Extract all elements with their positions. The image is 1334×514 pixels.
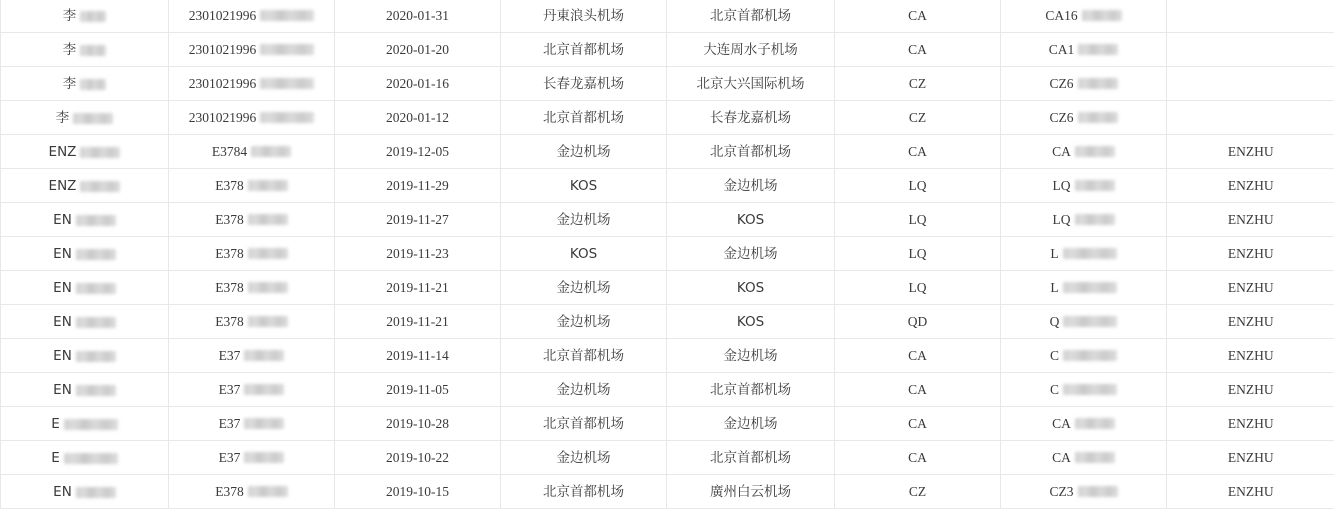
cell-airline-code-text: CA	[908, 143, 927, 159]
redacted-block	[248, 214, 288, 225]
cell-document-id	[169, 101, 335, 135]
cell-date	[335, 203, 501, 237]
cell-arrival-airport	[667, 101, 835, 135]
cell-airline-code-text: CA	[908, 41, 927, 57]
redacted-block	[76, 487, 116, 498]
table-row[interactable]	[1, 101, 1334, 135]
cell-departure-airport-text: 北京首都机场	[543, 109, 624, 126]
cell-passenger-name-text: ENZ	[48, 177, 77, 194]
cell-airline-code	[835, 339, 1001, 373]
cell-tag	[1167, 169, 1334, 203]
cell-tag-text: ENZHU	[1227, 415, 1274, 431]
redacted-block	[1078, 112, 1118, 123]
cell-flight-number-text: LQ	[1052, 211, 1071, 227]
cell-arrival-airport	[667, 271, 835, 305]
cell-airline-code-text: CA	[908, 381, 927, 397]
cell-date-text: 2019-11-29	[386, 177, 449, 193]
cell-date	[335, 237, 501, 271]
cell-airline-code	[835, 441, 1001, 475]
cell-arrival-airport-text: KOS	[736, 313, 765, 330]
cell-passenger-name-text: EN	[53, 483, 72, 500]
cell-airline-code	[835, 237, 1001, 271]
redacted-block	[248, 282, 288, 293]
cell-date	[335, 271, 501, 305]
cell-departure-airport	[501, 305, 667, 339]
cell-airline-code	[835, 271, 1001, 305]
cell-departure-airport-text: 北京首都机场	[543, 483, 624, 500]
cell-passenger-name	[1, 135, 169, 169]
redacted-block	[244, 350, 284, 361]
redacted-block	[73, 113, 113, 124]
cell-date	[335, 135, 501, 169]
redacted-block	[1063, 316, 1117, 327]
cell-flight-number-text: CZ6	[1049, 109, 1074, 125]
cell-airline-code-text: CZ	[908, 109, 927, 125]
redacted-block	[1075, 146, 1115, 157]
cell-date	[335, 407, 501, 441]
cell-document-id-text: E378	[215, 211, 244, 227]
cell-passenger-name-text: EN	[53, 381, 72, 398]
cell-arrival-airport-text: KOS	[736, 279, 765, 296]
cell-date-text: 2019-11-21	[386, 313, 449, 329]
cell-passenger-name	[1, 33, 169, 67]
cell-document-id-text: E378	[215, 245, 244, 261]
cell-flight-number-text: C	[1049, 381, 1059, 397]
cell-passenger-name	[1, 407, 169, 441]
cell-departure-airport	[501, 67, 667, 101]
cell-date-text: 2019-11-27	[386, 211, 449, 227]
cell-date-text: 2019-10-22	[386, 449, 449, 465]
cell-arrival-airport-text: 北京首都机场	[710, 8, 791, 24]
redacted-block	[260, 78, 314, 89]
redacted-block	[251, 146, 291, 157]
cell-document-id	[169, 305, 335, 339]
cell-arrival-airport-text: 金边机场	[723, 415, 778, 432]
cell-airline-code-text: LQ	[908, 177, 927, 193]
cell-flight-number	[1001, 441, 1167, 475]
table-row[interactable]	[1, 33, 1334, 67]
cell-document-id	[169, 169, 335, 203]
cell-tag	[1167, 135, 1334, 169]
cell-arrival-airport	[667, 475, 835, 509]
cell-date-text: 2019-10-15	[386, 483, 449, 499]
cell-arrival-airport	[667, 0, 835, 33]
cell-arrival-airport-text: 长春龙嘉机场	[710, 109, 791, 126]
cell-flight-number	[1001, 101, 1167, 135]
cell-arrival-airport	[667, 33, 835, 67]
cell-departure-airport-text: KOS	[569, 177, 598, 194]
cell-date	[335, 373, 501, 407]
cell-departure-airport-text: 金边机场	[556, 143, 611, 160]
redacted-block	[1063, 350, 1117, 361]
cell-tag	[1167, 0, 1334, 33]
cell-document-id-text: E37	[218, 347, 241, 363]
cell-passenger-name-text: 李	[62, 75, 77, 92]
redacted-block	[1063, 248, 1117, 259]
cell-date-text: 2019-11-14	[386, 347, 449, 363]
cell-date	[335, 33, 501, 67]
redacted-block	[1075, 452, 1115, 463]
cell-flight-number-text: L	[1050, 279, 1059, 295]
redacted-block	[1078, 78, 1118, 89]
table-row[interactable]	[1, 237, 1334, 271]
cell-passenger-name	[1, 101, 169, 135]
cell-airline-code	[835, 373, 1001, 407]
cell-flight-number-text: LQ	[1052, 177, 1071, 193]
cell-document-id	[169, 373, 335, 407]
redacted-block	[76, 249, 116, 260]
cell-date-text: 2020-01-12	[386, 109, 449, 125]
table-row[interactable]	[1, 305, 1334, 339]
cell-date-text: 2020-01-20	[386, 41, 449, 57]
cell-airline-code	[835, 33, 1001, 67]
redacted-block	[1078, 44, 1118, 55]
cell-date-text: 2020-01-31	[386, 8, 449, 23]
cell-tag-text: ENZHU	[1227, 279, 1274, 295]
cell-flight-number	[1001, 407, 1167, 441]
cell-airline-code	[835, 475, 1001, 509]
redacted-block	[1075, 214, 1115, 225]
cell-airline-code	[835, 0, 1001, 33]
cell-airline-code-text: CZ	[908, 483, 927, 499]
cell-date	[335, 0, 501, 33]
cell-tag-text: ENZHU	[1227, 381, 1274, 397]
cell-document-id	[169, 0, 335, 33]
cell-departure-airport	[501, 101, 667, 135]
cell-departure-airport-text: 北京首都机场	[543, 347, 624, 364]
cell-passenger-name-text: E	[51, 415, 60, 432]
cell-arrival-airport-text: 北京大兴国际机场	[696, 75, 805, 92]
cell-date	[335, 305, 501, 339]
table-row[interactable]	[1, 169, 1334, 203]
redacted-block	[76, 283, 116, 294]
cell-document-id	[169, 237, 335, 271]
cell-document-id	[169, 441, 335, 475]
cell-arrival-airport	[667, 67, 835, 101]
cell-departure-airport	[501, 441, 667, 475]
redacted-block	[260, 10, 314, 21]
cell-flight-number-text: CA1	[1048, 41, 1075, 57]
table-row[interactable]	[1, 271, 1334, 305]
cell-airline-code	[835, 135, 1001, 169]
cell-flight-number	[1001, 203, 1167, 237]
cell-date	[335, 169, 501, 203]
cell-tag	[1167, 203, 1334, 237]
cell-departure-airport-text: 长春龙嘉机场	[543, 75, 624, 92]
cell-flight-number	[1001, 339, 1167, 373]
redacted-block	[76, 215, 116, 226]
redacted-block	[80, 11, 106, 22]
cell-arrival-airport-text: 大连周水子机场	[703, 41, 798, 58]
redacted-block	[260, 112, 314, 123]
cell-date	[335, 339, 501, 373]
cell-arrival-airport-text: 金边机场	[723, 245, 778, 262]
redacted-block	[76, 385, 116, 396]
cell-tag-text: ENZHU	[1227, 177, 1274, 193]
cell-flight-number-text: CZ3	[1049, 483, 1074, 499]
cell-flight-number	[1001, 373, 1167, 407]
cell-arrival-airport	[667, 407, 835, 441]
cell-arrival-airport	[667, 169, 835, 203]
cell-departure-airport	[501, 339, 667, 373]
cell-arrival-airport	[667, 373, 835, 407]
cell-departure-airport	[501, 475, 667, 509]
table-row[interactable]	[1, 135, 1334, 169]
cell-arrival-airport-text: 北京首都机场	[710, 381, 791, 398]
cell-arrival-airport-text: 廣州白云机场	[710, 483, 791, 500]
cell-document-id-text: E378	[215, 177, 244, 193]
cell-flight-number	[1001, 237, 1167, 271]
cell-tag-text: ENZHU	[1227, 211, 1274, 227]
redacted-block	[244, 418, 284, 429]
cell-airline-code-text: CZ	[908, 75, 927, 91]
cell-airline-code	[835, 67, 1001, 101]
table-body	[1, 0, 1334, 509]
cell-airline-code-text: LQ	[908, 279, 927, 295]
cell-passenger-name-text: 李	[55, 109, 70, 126]
cell-tag-text: ENZHU	[1227, 143, 1274, 159]
cell-airline-code-text: LQ	[908, 211, 927, 227]
cell-date-text: 2019-11-23	[386, 245, 449, 261]
redacted-block	[248, 316, 288, 327]
cell-flight-number	[1001, 475, 1167, 509]
cell-flight-number	[1001, 271, 1167, 305]
cell-date-text: 2019-11-21	[386, 279, 449, 295]
redacted-block	[248, 180, 288, 191]
cell-passenger-name-text: EN	[53, 347, 72, 364]
cell-passenger-name-text: 李	[62, 41, 77, 58]
redacted-block	[80, 147, 120, 158]
cell-document-id-text: 2301021996	[188, 109, 257, 125]
cell-document-id-text: E37	[218, 415, 241, 431]
cell-passenger-name-text: EN	[53, 245, 72, 262]
cell-passenger-name	[1, 237, 169, 271]
cell-arrival-airport-text: 金边机场	[723, 177, 778, 194]
cell-flight-number	[1001, 305, 1167, 339]
cell-flight-number	[1001, 0, 1167, 33]
redacted-block	[80, 79, 106, 90]
cell-departure-airport	[501, 203, 667, 237]
redacted-block	[248, 248, 288, 259]
cell-tag	[1167, 305, 1334, 339]
cell-document-id	[169, 407, 335, 441]
cell-departure-airport	[501, 33, 667, 67]
cell-date-text: 2019-10-28	[386, 415, 449, 431]
cell-tag	[1167, 339, 1334, 373]
cell-flight-number-text: L	[1050, 245, 1059, 261]
redacted-block	[1075, 180, 1115, 191]
cell-departure-airport-text: 丹東浪头机场	[543, 8, 624, 24]
cell-departure-airport	[501, 135, 667, 169]
cell-passenger-name	[1, 67, 169, 101]
table-row[interactable]	[1, 339, 1334, 373]
cell-airline-code	[835, 407, 1001, 441]
cell-flight-number-text: Q	[1049, 313, 1060, 329]
cell-document-id-text: 2301021996	[188, 8, 257, 23]
cell-tag	[1167, 271, 1334, 305]
cell-tag	[1167, 407, 1334, 441]
redacted-block	[80, 181, 120, 192]
cell-departure-airport-text: 金边机场	[556, 381, 611, 398]
cell-tag	[1167, 33, 1334, 67]
cell-departure-airport	[501, 0, 667, 33]
cell-tag	[1167, 441, 1334, 475]
redacted-block	[64, 453, 118, 464]
cell-arrival-airport-text: 金边机场	[723, 347, 778, 364]
cell-departure-airport-text: 金边机场	[556, 449, 611, 466]
cell-departure-airport-text: 金边机场	[556, 211, 611, 228]
redacted-block	[244, 452, 284, 463]
cell-passenger-name	[1, 203, 169, 237]
cell-departure-airport	[501, 373, 667, 407]
redacted-block	[1063, 384, 1117, 395]
cell-departure-airport-text: 北京首都机场	[543, 41, 624, 58]
cell-document-id	[169, 203, 335, 237]
cell-tag-text: ENZHU	[1227, 245, 1274, 261]
cell-tag-text: ENZHU	[1227, 313, 1274, 329]
cell-airline-code-text: CA	[908, 449, 927, 465]
table-row[interactable]	[1, 203, 1334, 237]
cell-tag	[1167, 67, 1334, 101]
cell-date	[335, 67, 501, 101]
table-row[interactable]	[1, 475, 1334, 509]
cell-flight-number-text: CA	[1052, 449, 1071, 465]
cell-passenger-name-text: EN	[53, 279, 72, 296]
cell-departure-airport-text: KOS	[569, 245, 598, 262]
cell-flight-number	[1001, 135, 1167, 169]
cell-tag	[1167, 101, 1334, 135]
cell-passenger-name	[1, 271, 169, 305]
redacted-block	[1082, 10, 1122, 21]
cell-date-text: 2020-01-16	[386, 75, 449, 91]
redacted-block	[1078, 486, 1118, 497]
redacted-block	[248, 486, 288, 497]
cell-arrival-airport	[667, 135, 835, 169]
cell-airline-code	[835, 169, 1001, 203]
cell-departure-airport-text: 金边机场	[556, 313, 611, 330]
redacted-block	[260, 44, 314, 55]
cell-date-text: 2019-12-05	[386, 143, 449, 159]
cell-date	[335, 475, 501, 509]
cell-document-id-text: 2301021996	[188, 75, 257, 91]
cell-flight-number	[1001, 169, 1167, 203]
cell-flight-number-text: C	[1049, 347, 1059, 363]
cell-arrival-airport	[667, 237, 835, 271]
cell-passenger-name-text: 李	[62, 8, 77, 24]
cell-passenger-name	[1, 305, 169, 339]
cell-date	[335, 441, 501, 475]
cell-flight-number-text: CA16	[1045, 8, 1078, 23]
cell-document-id-text: E378	[215, 313, 244, 329]
cell-departure-airport	[501, 271, 667, 305]
cell-departure-airport-text: 金边机场	[556, 279, 611, 296]
table-row[interactable]	[1, 67, 1334, 101]
cell-document-id	[169, 67, 335, 101]
redacted-block	[80, 45, 106, 56]
cell-airline-code-text: CA	[908, 8, 927, 23]
redacted-block	[76, 317, 116, 328]
cell-passenger-name-text: E	[51, 449, 60, 466]
cell-arrival-airport-text: KOS	[736, 211, 765, 228]
redacted-block	[64, 419, 118, 430]
cell-date	[335, 101, 501, 135]
cell-airline-code	[835, 203, 1001, 237]
redacted-block	[1063, 282, 1117, 293]
cell-arrival-airport	[667, 441, 835, 475]
cell-passenger-name	[1, 373, 169, 407]
cell-arrival-airport-text: 北京首都机场	[710, 449, 791, 466]
cell-tag	[1167, 475, 1334, 509]
cell-airline-code-text: LQ	[908, 245, 927, 261]
cell-departure-airport	[501, 407, 667, 441]
cell-document-id	[169, 33, 335, 67]
cell-passenger-name-text: EN	[53, 211, 72, 228]
cell-flight-number	[1001, 33, 1167, 67]
cell-flight-number-text: CA	[1052, 415, 1071, 431]
cell-date-text: 2019-11-05	[386, 381, 449, 397]
cell-arrival-airport	[667, 339, 835, 373]
cell-tag-text: ENZHU	[1227, 347, 1274, 363]
cell-document-id-text: E378	[215, 483, 244, 499]
cell-passenger-name-text: ENZ	[48, 143, 77, 160]
cell-document-id	[169, 339, 335, 373]
cell-document-id-text: 2301021996	[188, 41, 257, 57]
cell-airline-code	[835, 305, 1001, 339]
cell-tag-text: ENZHU	[1227, 449, 1274, 465]
cell-flight-number-text: CA	[1052, 143, 1071, 159]
cell-airline-code	[835, 101, 1001, 135]
cell-passenger-name	[1, 441, 169, 475]
cell-document-id	[169, 475, 335, 509]
cell-departure-airport-text: 北京首都机场	[543, 415, 624, 432]
redacted-block	[244, 384, 284, 395]
cell-document-id-text: E378	[215, 279, 244, 295]
table-row[interactable]	[1, 0, 1334, 33]
cell-passenger-name	[1, 0, 169, 33]
cell-document-id-text: E37	[218, 381, 241, 397]
cell-flight-number	[1001, 67, 1167, 101]
cell-arrival-airport	[667, 203, 835, 237]
cell-arrival-airport-text: 北京首都机场	[710, 143, 791, 160]
cell-document-id	[169, 271, 335, 305]
cell-airline-code-text: QD	[907, 313, 928, 329]
cell-passenger-name	[1, 475, 169, 509]
cell-tag	[1167, 237, 1334, 271]
cell-passenger-name-text: EN	[53, 313, 72, 330]
cell-passenger-name	[1, 169, 169, 203]
cell-document-id-text: E3784	[211, 143, 248, 159]
cell-document-id	[169, 135, 335, 169]
redacted-block	[76, 351, 116, 362]
table-row[interactable]	[1, 407, 1334, 441]
cell-flight-number-text: CZ6	[1049, 75, 1074, 91]
cell-passenger-name	[1, 339, 169, 373]
cell-tag-text: ENZHU	[1227, 483, 1274, 499]
cell-document-id-text: E37	[218, 449, 241, 465]
cell-airline-code-text: CA	[908, 347, 927, 363]
cell-airline-code-text: CA	[908, 415, 927, 431]
table-row[interactable]	[1, 373, 1334, 407]
redacted-block	[1075, 418, 1115, 429]
cell-departure-airport	[501, 237, 667, 271]
cell-tag	[1167, 373, 1334, 407]
cell-arrival-airport	[667, 305, 835, 339]
table-row[interactable]	[1, 441, 1334, 475]
cell-departure-airport	[501, 169, 667, 203]
